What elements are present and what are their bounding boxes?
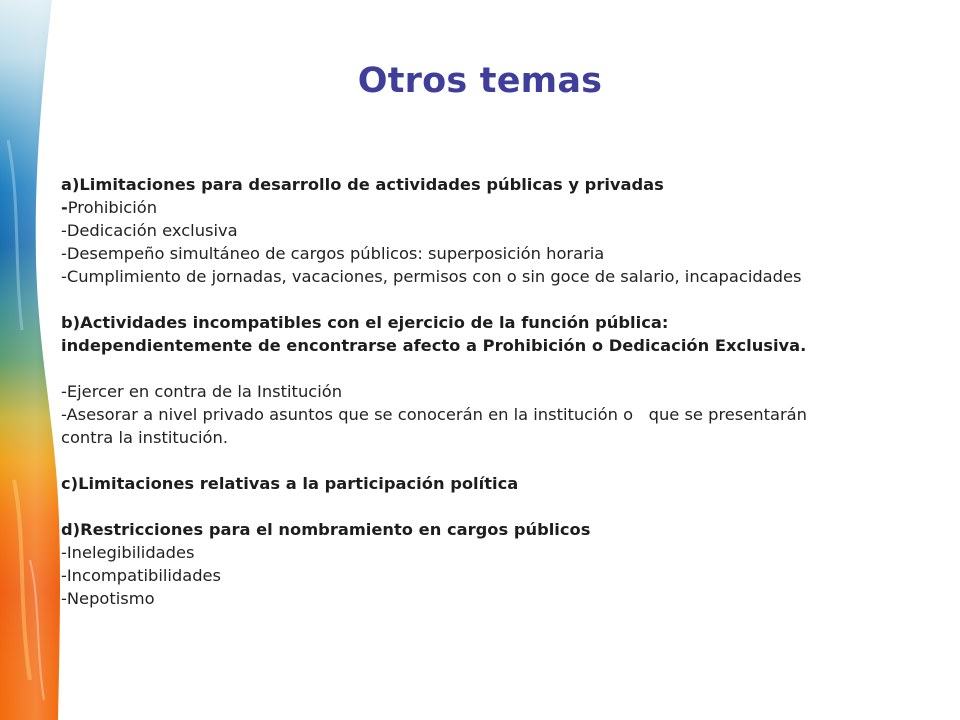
section-b-item-asesorar: -Asesorar a nivel privado asuntos que se conocerán en la institución o que se presentarán [61, 405, 807, 424]
section-a-item-dedicacion: -Dedicación exclusiva [61, 221, 238, 240]
section-a-item-desempeno: -Desempeño simultáneo de cargos públicos: superposición horaria [61, 244, 605, 263]
slide-title: Otros temas [357, 61, 603, 101]
section-d-heading: d)Restricciones para el nombramiento en cargos públicos [61, 520, 591, 539]
spacer [61, 357, 921, 380]
section-b-item-ejercer: -Ejercer en contra de la Institución [61, 382, 343, 401]
section-d-item-inelegibilidades: -Inelegibilidades [61, 543, 195, 562]
section-c-heading: c)Limitaciones relativas a la participación política [61, 474, 519, 493]
section-b-heading-line1: b)Actividades incompatibles con el ejercicio de la función pública: [61, 313, 669, 332]
spacer [61, 449, 921, 472]
slide-body [61, 173, 921, 610]
section-b-item-asesorar-cont: contra la institución. [61, 428, 229, 447]
list-dash: - [61, 198, 68, 217]
section-b-heading-line2: independientemente de encontrarse afecto a Prohibición o Dedicación Exclusiva. [61, 336, 807, 355]
section-d-item-incompatibilidades: -Incompatibilidades [61, 566, 222, 585]
section-a-item-cumplimiento: -Cumplimiento de jornadas, vacaciones, permisos con o sin goce de salario, incapacidades [61, 267, 802, 286]
section-d-item-nepotismo: -Nepotismo [61, 589, 155, 608]
list-item-text: Prohibición [67, 198, 158, 217]
section-a-heading: a)Limitaciones para desarrollo de actividades públicas y privadas [61, 175, 664, 194]
spacer [61, 288, 921, 311]
section-a-item-prohibicion [61, 196, 921, 219]
spacer [61, 495, 921, 518]
